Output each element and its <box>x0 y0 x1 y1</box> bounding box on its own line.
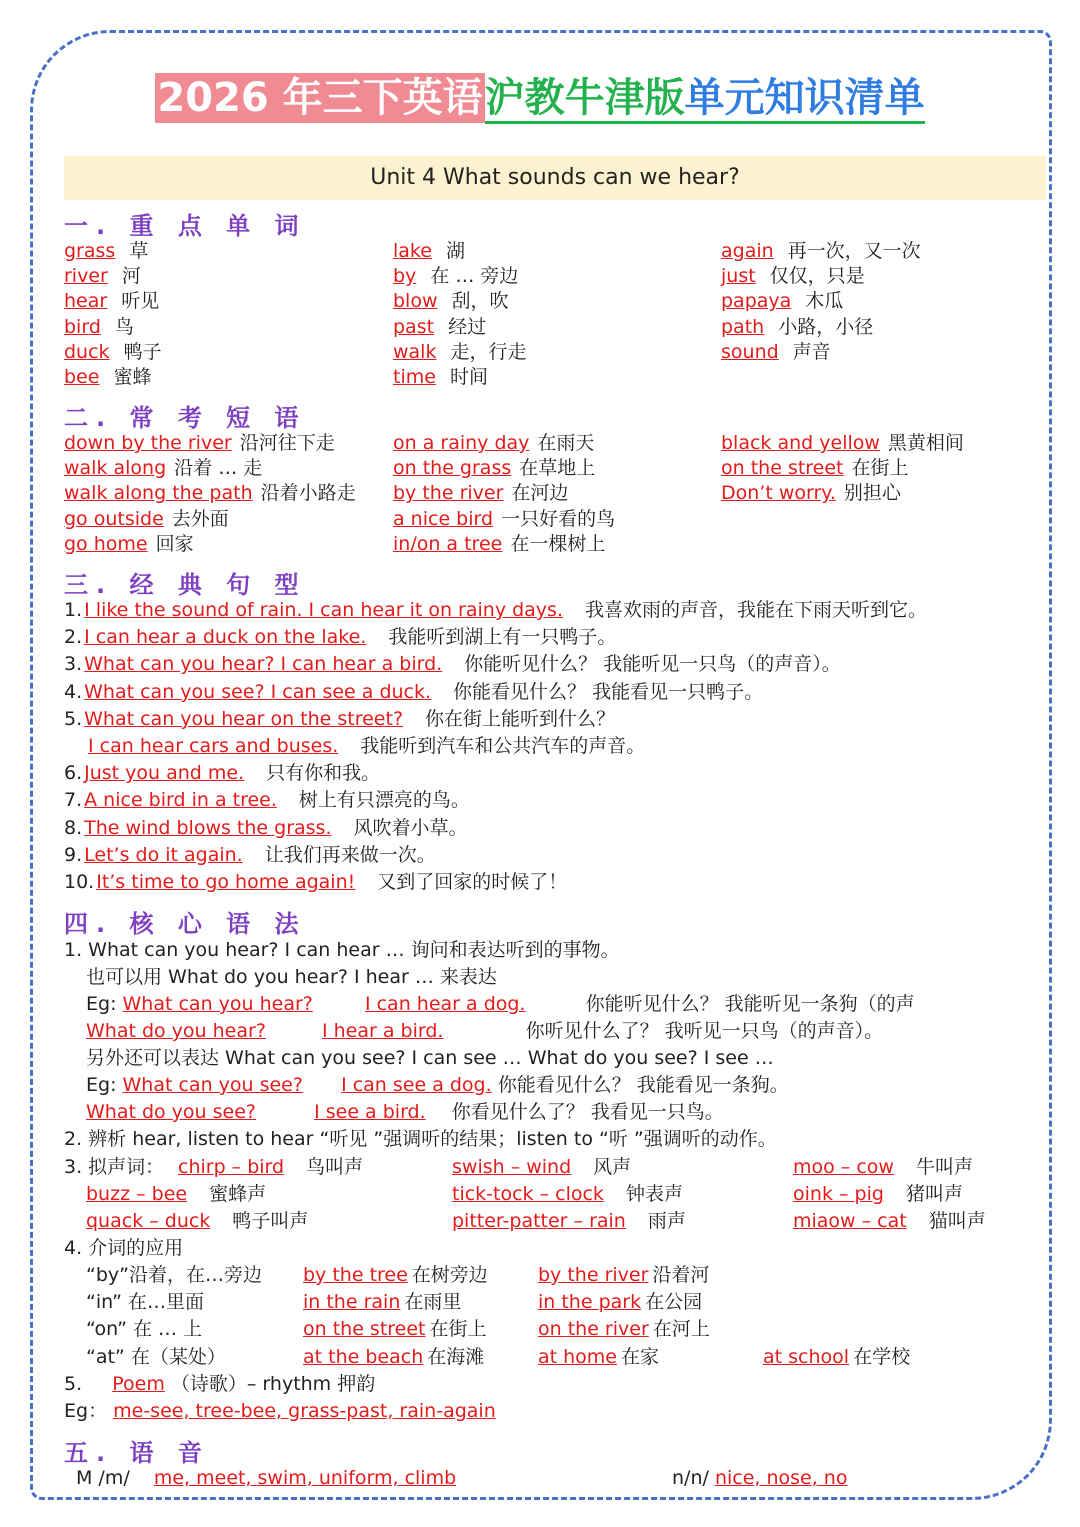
phrase-item <box>721 481 901 506</box>
preposition-example <box>303 1290 461 1315</box>
sentence-en: What can you hear on the street? <box>84 707 404 730</box>
phrase-item-en: on a rainy day <box>393 432 530 454</box>
phrase-item-zh: 黑黄相间 <box>887 432 964 454</box>
word-item-zh: 在 … 旁边 <box>430 265 519 288</box>
word-item <box>64 340 162 365</box>
phrase-item-en: on the grass <box>393 457 512 480</box>
preposition-example-en: at school <box>763 1345 850 1368</box>
section-heading-phonics: 五. 语 音 <box>64 1439 210 1467</box>
phrase-item <box>393 507 615 532</box>
phrase-item-zh: 沿河往下走 <box>239 432 335 454</box>
word-item-en: hear <box>64 290 108 313</box>
sentence-en: Just you and me. <box>84 762 245 785</box>
onomatopoeia-item-zh: 牛叫声 <box>915 1156 973 1178</box>
preposition-example <box>538 1290 702 1315</box>
onomatopoeia-item-zh: 鸟叫声 <box>306 1156 364 1178</box>
unit-heading: Unit 4 What sounds can we hear? <box>64 156 1046 200</box>
phrase-item <box>64 532 194 557</box>
word-item <box>64 239 148 264</box>
sentence-en: What can you see? I can see a duck. <box>84 680 432 703</box>
onomatopoeia-item-en: swish – wind <box>452 1156 572 1178</box>
title-part2: 沪教牛津版 <box>485 75 685 124</box>
section-heading-phrases: 二. 常 考 短 语 <box>64 404 307 432</box>
sentence-zh: 我能听到汽车和公共汽车的声音。 <box>360 735 646 757</box>
title-part1: 2026 年三下英语 <box>157 75 483 121</box>
grammar-example-1: Eg: What can you hear? I can hear a dog. 你能听见什么？ 我能听见一条狗（的声 <box>86 993 915 1015</box>
grammar-point-4-label: 4. 介词的应用 <box>64 1237 184 1259</box>
grammar-example-3: Eg: What can you see? I can see a dog. 你能看见什么？ 我能看见一条狗。 <box>86 1074 789 1096</box>
sentence-number: 4. <box>64 680 83 703</box>
preposition-label: “on” 在 … 上 <box>86 1318 203 1341</box>
onomatopoeia-item-en: quack – duck <box>86 1210 211 1233</box>
grammar-point-5-examples: Eg： me-see, tree-bee, grass-past, rain-again <box>64 1400 496 1422</box>
phrase-item-zh: 回家 <box>155 532 194 555</box>
phrase-item-en: walk along <box>64 457 167 480</box>
preposition-example-zh: 在雨里 <box>404 1291 462 1314</box>
sentence-number: 5. <box>64 707 83 730</box>
sentence-item <box>64 734 645 759</box>
sentence-number: 9. <box>64 843 83 866</box>
preposition-example-zh: 在家 <box>621 1345 660 1368</box>
preposition-example-zh: 在学校 <box>853 1345 911 1368</box>
sentence-item <box>64 652 841 677</box>
phrase-item <box>64 456 262 481</box>
sentence-en: A nice bird in a tree. <box>84 789 277 812</box>
onomatopoeia-item-en: chirp – bird <box>178 1156 285 1178</box>
sentence-item <box>64 680 763 705</box>
onomatopoeia-item <box>178 1155 363 1180</box>
sentence-zh: 你在街上能听到什么？ <box>425 707 616 730</box>
word-item <box>393 289 509 314</box>
phrase-item-en: Don’t worry. <box>721 482 836 505</box>
preposition-example-zh: 在公园 <box>645 1291 703 1314</box>
word-item-en: just <box>721 265 756 288</box>
onomatopoeia-item-zh: 猫叫声 <box>928 1210 986 1233</box>
word-item <box>721 289 843 314</box>
word-item <box>393 264 518 289</box>
word-item <box>64 365 151 390</box>
word-item-en: lake <box>393 240 432 262</box>
phrase-item-en: by the river <box>393 482 504 505</box>
sentence-item <box>64 598 927 623</box>
sentence-item <box>64 843 436 868</box>
phrase-item <box>64 507 229 532</box>
phrase-item-zh: 沿着 … 走 <box>174 457 263 480</box>
preposition-example-en: on the river <box>538 1318 649 1341</box>
word-item-zh: 木瓜 <box>805 290 844 313</box>
word-item-en: river <box>64 265 108 288</box>
page-title <box>0 66 1080 123</box>
sentence-en: It’s time to go home again! <box>96 871 356 893</box>
word-item-zh: 听见 <box>121 290 160 313</box>
grammar-point-1: 1. What can you hear? I can hear … 询问和表达听到的事物。 <box>64 939 620 961</box>
word-item-en: sound <box>721 340 779 363</box>
grammar-example-2: What do you hear? I hear a bird. 你听见什么了？ 我听见一只鸟（的声音）。 <box>86 1020 884 1042</box>
onomatopoeia-item <box>452 1182 683 1207</box>
sentence-item <box>64 870 567 895</box>
phrase-item-zh: 去外面 <box>171 507 229 530</box>
preposition-example <box>538 1345 659 1370</box>
onomatopoeia-item-zh: 鸭子叫声 <box>232 1210 309 1233</box>
sentence-zh: 又到了回家的时候了！ <box>377 871 568 893</box>
sentence-zh: 我能听到湖上有一只鸭子。 <box>388 626 617 649</box>
word-item <box>64 315 134 340</box>
word-item <box>64 264 141 289</box>
word-item-en: bee <box>64 366 100 388</box>
word-item-zh: 鸭子 <box>123 340 162 363</box>
word-item-zh: 仅仅，只是 <box>769 265 865 288</box>
preposition-label: “in” 在…里面 <box>86 1291 205 1314</box>
word-item-zh: 鸟 <box>114 315 134 338</box>
grammar-point-3-label: 3. 拟声词： <box>64 1156 165 1178</box>
phrase-item <box>393 456 595 481</box>
sentence-zh: 风吹着小草。 <box>353 816 468 839</box>
preposition-example-en: at home <box>538 1345 617 1368</box>
onomatopoeia-item-en: oink – pig <box>793 1183 884 1206</box>
word-item-zh: 经过 <box>448 315 487 338</box>
preposition-example <box>538 1263 709 1288</box>
phrase-item-zh: 在雨天 <box>537 432 595 454</box>
sentence-number: 7. <box>64 789 83 812</box>
phrase-item-en: black and yellow <box>721 432 880 454</box>
sentence-zh: 我喜欢雨的声音，我能在下雨天听到它。 <box>585 599 928 621</box>
word-item-zh: 再一次，又一次 <box>787 240 921 262</box>
word-item <box>721 264 865 289</box>
sentence-en: I can hear cars and buses. <box>88 735 339 757</box>
sentence-zh: 你能看见什么？ 我能看见一只鸭子。 <box>453 680 764 703</box>
phrase-item-en: a nice bird <box>393 507 494 530</box>
word-item-en: grass <box>64 240 116 262</box>
preposition-example-zh: 在街上 <box>429 1318 487 1341</box>
onomatopoeia-item <box>452 1209 686 1234</box>
onomatopoeia-item-en: moo – cow <box>793 1156 894 1178</box>
word-item-zh: 河 <box>121 265 141 288</box>
word-item <box>393 239 465 264</box>
grammar-point-1-alt: 也可以用 What do you hear? I hear … 来表达 <box>86 966 497 988</box>
sentence-item <box>64 625 616 650</box>
sentence-number: 1. <box>64 599 83 621</box>
preposition-example-en: on the street <box>303 1318 426 1341</box>
preposition-example <box>303 1317 487 1342</box>
phrase-item <box>721 431 964 456</box>
phrase-item <box>393 532 605 557</box>
section-heading-sentences: 三. 经 典 句 型 <box>64 571 307 599</box>
sentence-item <box>64 788 470 813</box>
onomatopoeia-item-zh: 蜜蜂声 <box>209 1183 267 1206</box>
sentence-zh: 你能听见什么？ 我能听见一只鸟（的声音）。 <box>464 653 841 676</box>
phonics-m: M /m/ me, meet, swim, uniform, climb <box>76 1467 457 1489</box>
word-item <box>721 315 873 340</box>
preposition-example <box>538 1317 710 1342</box>
preposition-example-en: by the river <box>538 1264 649 1286</box>
sentence-item <box>64 707 615 732</box>
word-item-en: time <box>393 366 436 388</box>
sentence-item <box>64 816 468 841</box>
sentence-zh: 让我们再来做一次。 <box>264 843 436 866</box>
onomatopoeia-item-zh: 猪叫声 <box>905 1183 963 1206</box>
preposition-example-en: by the tree <box>303 1264 408 1286</box>
phrase-item <box>393 481 568 506</box>
phrase-item-zh: 沿着小路走 <box>260 482 356 505</box>
phrase-item-en: on the street <box>721 457 844 480</box>
preposition-example-zh: 沿着河 <box>652 1264 710 1286</box>
phrase-item-zh: 在草地上 <box>519 457 596 480</box>
preposition-label: “by”沿着，在…旁边 <box>86 1264 262 1286</box>
sentence-en: Let’s do it again. <box>84 843 243 866</box>
phrase-item-zh: 在街上 <box>851 457 909 480</box>
title-part3: 单元知识清单 <box>685 75 925 124</box>
sentence-number: 2. <box>64 626 83 649</box>
onomatopoeia-item-en: miaow – cat <box>793 1210 907 1233</box>
word-item <box>64 289 159 314</box>
grammar-point-2: 2. 辨析 hear, listen to hear “听见 ”强调听的结果；listen to “听 ”强调听的动作。 <box>64 1128 777 1150</box>
phrase-item-en: down by the river <box>64 432 232 454</box>
onomatopoeia-item-en: buzz – bee <box>86 1183 188 1206</box>
phrase-item-zh: 在一棵树上 <box>510 532 606 555</box>
phrase-item-en: go home <box>64 532 148 555</box>
word-item-en: blow <box>393 290 438 313</box>
sentence-en: I like the sound of rain. I can hear it on rainy days. <box>84 599 563 621</box>
onomatopoeia-item-zh: 雨声 <box>647 1210 686 1233</box>
word-item-zh: 草 <box>129 240 149 262</box>
phrase-item-en: go outside <box>64 507 164 530</box>
sentence-en: The wind blows the grass. <box>84 816 332 839</box>
word-item-zh: 蜜蜂 <box>113 366 152 388</box>
word-item-zh: 时间 <box>449 366 488 388</box>
phrase-item-zh: 别担心 <box>843 482 901 505</box>
word-item <box>393 365 488 390</box>
word-item <box>721 340 831 365</box>
sentence-number: 6. <box>64 762 83 785</box>
onomatopoeia-item <box>86 1182 266 1207</box>
onomatopoeia-item <box>452 1155 631 1180</box>
preposition-example-en: at the beach <box>303 1345 424 1368</box>
sentence-en: What can you hear? I can hear a bird. <box>84 653 443 676</box>
word-item-zh: 湖 <box>445 240 465 262</box>
onomatopoeia-item <box>793 1155 973 1180</box>
word-item-en: bird <box>64 315 101 338</box>
phrase-item-en: in/on a tree <box>393 532 503 555</box>
onomatopoeia-item <box>793 1209 986 1234</box>
grammar-example-4: What do you see? I see a bird. 你看见什么了？ 我看见一只鸟。 <box>86 1101 724 1123</box>
sentence-item <box>64 761 380 786</box>
preposition-example <box>303 1345 484 1370</box>
word-item-en: duck <box>64 340 110 363</box>
phrase-item-zh: 一只好看的鸟 <box>501 507 616 530</box>
onomatopoeia-item <box>86 1209 308 1234</box>
preposition-example <box>303 1263 488 1288</box>
word-item-zh: 小路，小径 <box>778 315 874 338</box>
sentence-zh: 树上有只漂亮的鸟。 <box>298 789 470 812</box>
onomatopoeia-item <box>793 1182 963 1207</box>
sentence-number: 3. <box>64 653 83 676</box>
preposition-example-en: in the rain <box>303 1291 401 1314</box>
phonics-n: n/n/ nice, nose, no <box>672 1467 848 1489</box>
word-item <box>393 340 526 365</box>
preposition-example-zh: 在树旁边 <box>411 1264 488 1286</box>
section-heading-words: 一. 重 点 单 词 <box>64 212 307 240</box>
sentence-number: 8. <box>64 816 83 839</box>
sentence-en: I can hear a duck on the lake. <box>84 626 367 649</box>
preposition-example-en: in the park <box>538 1291 642 1314</box>
phrase-item-zh: 在河边 <box>511 482 569 505</box>
word-item-en: by <box>393 265 417 288</box>
section-heading-grammar: 四. 核 心 语 法 <box>64 910 307 938</box>
grammar-point-1-see: 另外还可以表达 What can you see? I can see … What do you see? I see … <box>86 1047 774 1069</box>
word-item-zh: 刮，吹 <box>451 290 509 313</box>
word-item <box>393 315 486 340</box>
preposition-example-zh: 在海滩 <box>427 1345 485 1368</box>
word-item-en: walk <box>393 340 437 363</box>
phrase-item <box>393 431 594 456</box>
word-item <box>721 239 921 264</box>
word-item-en: past <box>393 315 435 338</box>
word-item-en: path <box>721 315 765 338</box>
phrase-item <box>64 481 356 506</box>
onomatopoeia-item-en: tick-tock – clock <box>452 1183 604 1206</box>
word-item-zh: 走，行走 <box>450 340 527 363</box>
word-item-en: again <box>721 240 774 262</box>
word-item-zh: 声音 <box>792 340 831 363</box>
phrase-item <box>721 456 909 481</box>
preposition-example <box>763 1345 910 1370</box>
word-item-en: papaya <box>721 290 792 313</box>
phrase-item <box>64 431 335 456</box>
grammar-point-5: 5. Poem （诗歌）– rhythm 押韵 <box>64 1373 376 1395</box>
sentence-zh: 只有你和我。 <box>266 762 381 785</box>
onomatopoeia-item-zh: 钟表声 <box>625 1183 683 1206</box>
phrase-item-en: walk along the path <box>64 482 253 505</box>
preposition-example-zh: 在河上 <box>652 1318 710 1341</box>
sentence-number: 10. <box>64 871 95 893</box>
onomatopoeia-item-en: pitter-patter – rain <box>452 1210 626 1233</box>
onomatopoeia-item-zh: 风声 <box>593 1156 632 1178</box>
preposition-label: “at” 在（某处） <box>86 1345 226 1368</box>
